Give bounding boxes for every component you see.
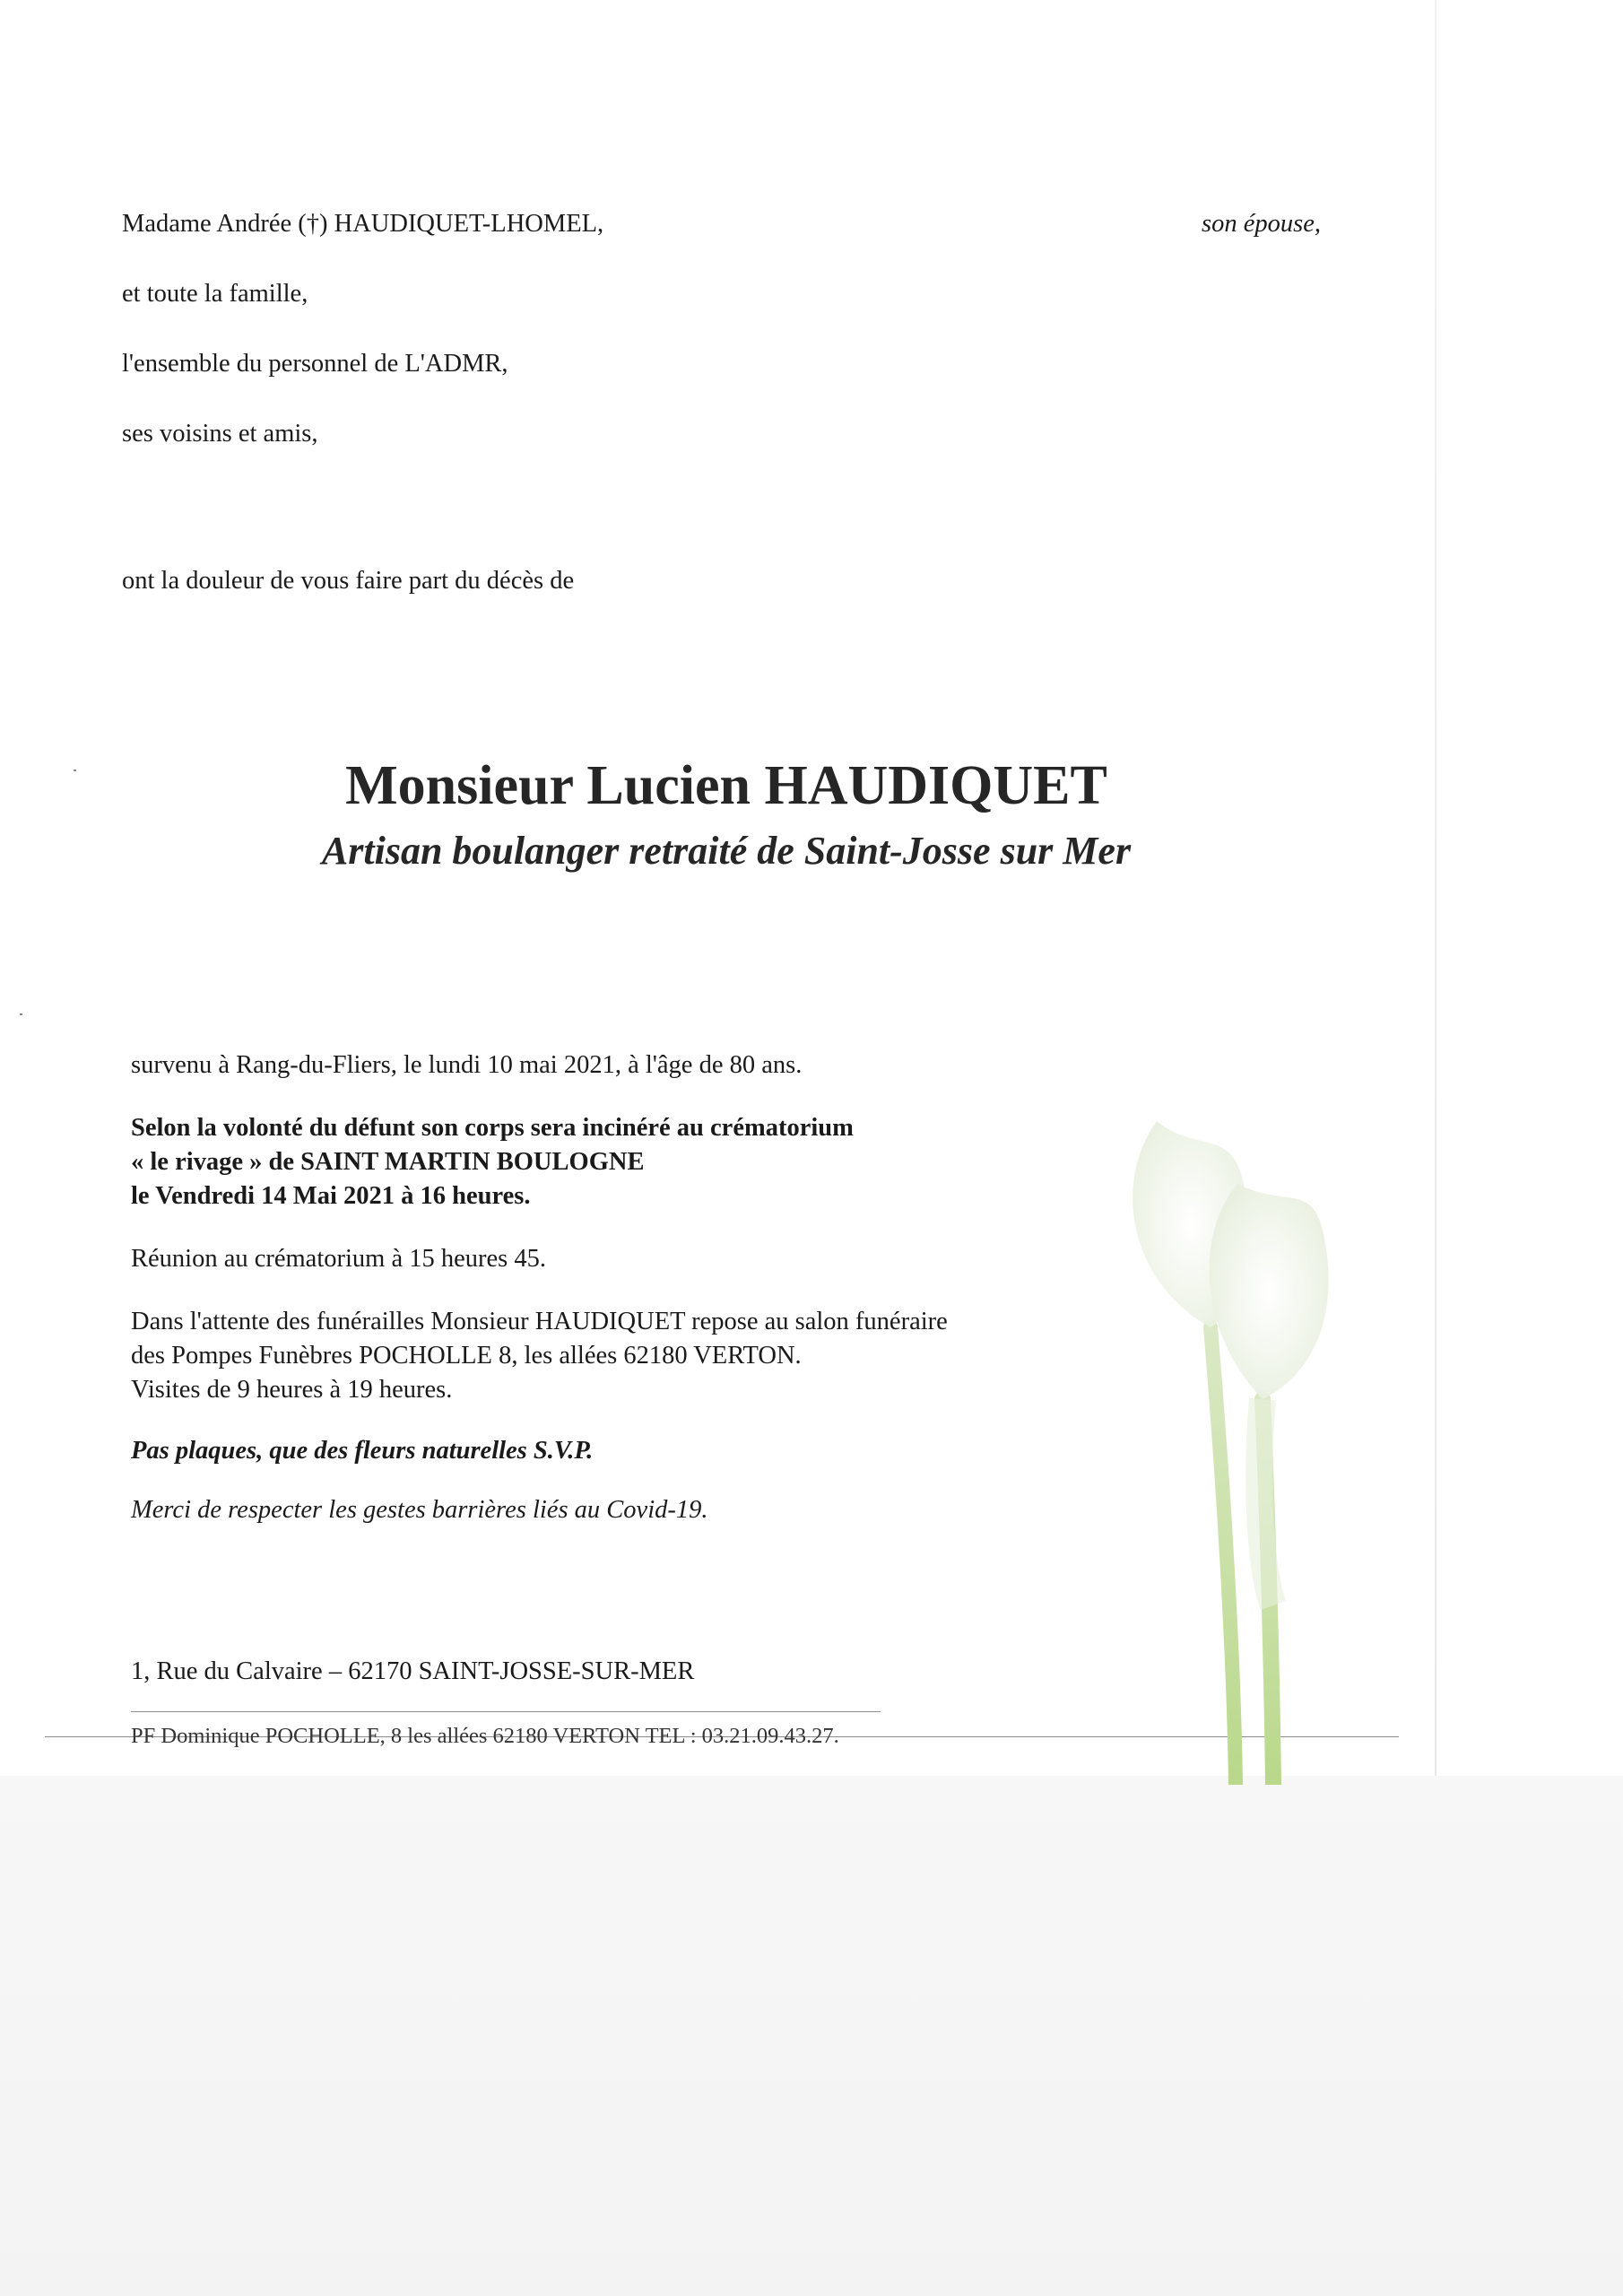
flowers-note: Pas plaques, que des fleurs naturelles S.V.P.	[131, 1437, 594, 1465]
cremation-line-3: le Vendredi 14 Mai 2021 à 16 heures.	[131, 1182, 531, 1210]
address-line: 1, Rue du Calvaire – 62170 SAINT-JOSSE-SUR-MER	[131, 1657, 695, 1685]
footer-rule-top	[131, 1711, 881, 1712]
family-line-family: et toute la famille,	[122, 280, 308, 308]
cremation-line-1: Selon la volonté du défunt son corps sera incinéré au crématorium	[131, 1114, 854, 1142]
scan-edge-line	[1435, 0, 1436, 1776]
calla-lily-illustration	[1076, 1103, 1435, 1785]
deceased-name: Monsieur Lucien HAUDIQUET	[345, 755, 1107, 816]
relation-label: son épouse,	[1202, 210, 1321, 238]
family-line-friends: ses voisins et amis,	[122, 420, 318, 448]
scan-bottom-area	[0, 1776, 1623, 2296]
scan-speck	[20, 1013, 22, 1015]
cremation-line-2: « le rivage » de SAINT MARTIN BOULOGNE	[131, 1148, 645, 1176]
meeting-line: Réunion au crématorium à 15 heures 45.	[131, 1245, 546, 1273]
rest-line-1: Dans l'attente des funérailles Monsieur HAUDIQUET repose au salon funéraire	[131, 1308, 948, 1335]
family-line-spouse: Madame Andrée (†) HAUDIQUET-LHOMEL,	[122, 210, 604, 238]
death-info: survenu à Rang-du-Fliers, le lundi 10 mai 2021, à l'âge de 80 ans.	[131, 1051, 803, 1079]
funeral-home-footer: PF Dominique POCHOLLE, 8 les allées 62180 VERTON TEL : 03.21.09.43.27.	[131, 1724, 839, 1748]
intro-line: ont la douleur de vous faire part du décès de	[122, 567, 575, 595]
deceased-title: Artisan boulanger retraité de Saint-Josse sur Mer	[321, 829, 1132, 873]
family-line-staff: l'ensemble du personnel de L'ADMR,	[122, 350, 508, 378]
scan-speck	[74, 770, 76, 771]
covid-note: Merci de respecter les gestes barrières liés au Covid-19.	[131, 1496, 708, 1524]
rest-line-2: des Pompes Funèbres POCHOLLE 8, les allées 62180 VERTON.	[131, 1342, 802, 1370]
rest-line-3: Visites de 9 heures à 19 heures.	[131, 1376, 453, 1404]
